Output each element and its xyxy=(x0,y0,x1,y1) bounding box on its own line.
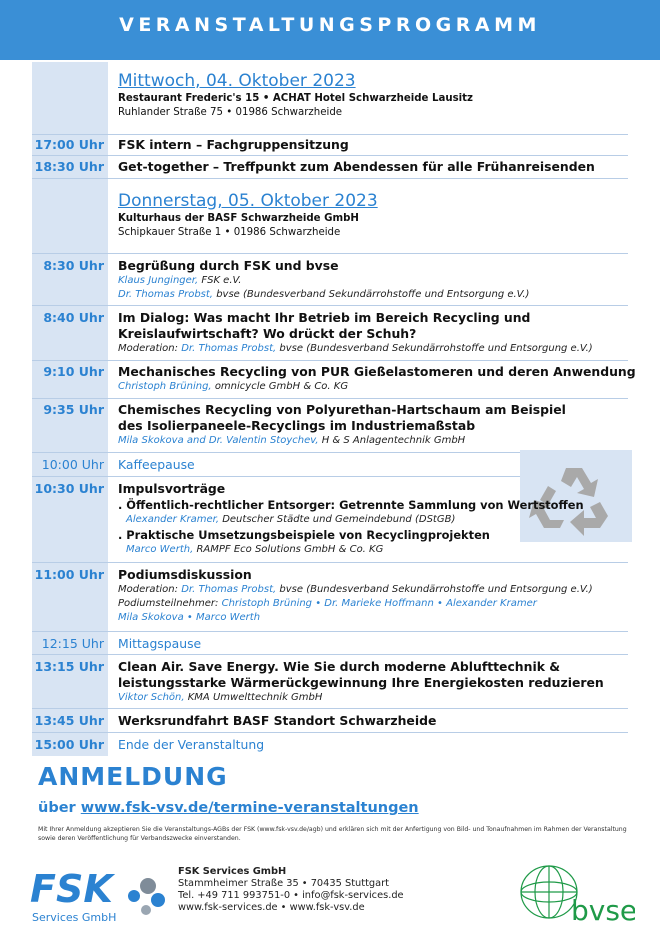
divider xyxy=(32,398,628,399)
speaker-org: Deutscher Städte und Gemeindebund (DStGB) xyxy=(222,514,456,525)
time-label: 8:40 Uhr xyxy=(43,310,104,325)
day-address: Ruhlander Straße 75 • 01986 Schwarzheide xyxy=(118,107,343,118)
talk-title: . Praktische Umsetzungsbeispiele von Recyclingprojekten xyxy=(118,528,490,542)
time-label: 11:00 Uhr xyxy=(34,567,104,582)
company-address: Stammheimer Straße 35 • 70435 Stuttgart xyxy=(178,878,390,889)
day-header-2 xyxy=(118,190,378,240)
company-websites: www.fsk-services.de • www.fsk-vsv.de xyxy=(178,902,365,913)
agenda-item xyxy=(118,137,628,153)
day-venue: Kulturhaus der BASF Schwarzheide GmbH xyxy=(118,213,359,224)
time-label: 10:00 Uhr xyxy=(41,457,104,472)
agenda-item xyxy=(118,258,628,302)
fsk-contact-block xyxy=(178,866,404,914)
panel-line xyxy=(118,597,628,611)
speaker-org: RAMPF Eco Solutions GmbH & Co. KG xyxy=(196,544,384,555)
divider xyxy=(32,654,628,655)
fsk-logo-icon xyxy=(30,866,180,926)
time-label: 8:30 Uhr xyxy=(43,258,104,273)
agenda-item xyxy=(118,402,628,448)
speaker-name: Dr. Thomas Probst, xyxy=(181,584,277,595)
agenda-item xyxy=(118,481,628,557)
registration-prefix: über xyxy=(38,800,76,816)
moderation-line xyxy=(118,583,628,597)
speaker-name: Marco Werth, xyxy=(126,544,194,555)
terms-fineprint: Mit Ihrer Anmeldung akzeptieren Sie die Veranstaltungs-AGBs der FSK (www.fsk-vsv.de/agb) und erklären sich mit der Anfertigung von Bild- und Tonaufnahmen im Rahmen der Veranstaltung sowie deren Veröffentlichung für Verbandszwecke einverstanden. xyxy=(38,826,627,842)
divider xyxy=(32,631,628,632)
agenda-item xyxy=(118,659,628,705)
bvse-wordmark: bvse xyxy=(571,894,635,927)
time-label: 13:45 Uhr xyxy=(34,713,104,728)
page-title: VERANSTALTUNGSPROGRAMM xyxy=(119,14,541,36)
speaker-org: bvse (Bundesverband Sekundärrohstoffe und Entsorgung e.V.) xyxy=(279,584,593,595)
speaker-name: Alexander Kramer, xyxy=(126,514,220,525)
agenda-title: Mechanisches Recycling von PUR Gießelastomeren und deren Anwendung xyxy=(118,364,636,379)
speaker-line xyxy=(118,513,628,527)
moderation-label: Moderation: xyxy=(118,343,179,354)
agenda-item xyxy=(118,636,628,652)
agenda-title: FSK intern – Fachgruppensitzung xyxy=(118,137,349,152)
agenda-title: Impulsvorträge xyxy=(118,481,226,496)
agenda-title: Chemisches Recycling von Polyurethan-Hartschaum am Beispiel xyxy=(118,402,566,417)
speaker-org: FSK e.V. xyxy=(201,275,242,286)
bvse-logo xyxy=(515,862,635,928)
speaker-org: omnicycle GmbH & Co. KG xyxy=(214,381,349,392)
registration-title: ANMELDUNG xyxy=(38,762,228,791)
time-label: 10:30 Uhr xyxy=(34,481,104,496)
speaker-name: Dr. Thomas Probst, xyxy=(118,289,213,300)
agenda-item xyxy=(118,737,628,753)
day-venue: Restaurant Frederic's 15 • ACHAT Hotel Schwarzheide Lausitz xyxy=(118,93,473,104)
company-name: FSK Services GmbH xyxy=(178,866,287,877)
agenda-title: Podiumsdiskussion xyxy=(118,567,252,582)
time-label: 15:00 Uhr xyxy=(34,737,104,752)
panel-members: Mila Skokova • Marco Werth xyxy=(118,612,261,623)
day-date: Donnerstag, 05. Oktober 2023 xyxy=(118,191,378,211)
fsk-logo xyxy=(30,866,180,926)
panel-members: Christoph Brüning • Dr. Marieke Hoffmann • Alexander Kramer xyxy=(221,598,537,609)
moderation-line xyxy=(118,342,628,356)
company-contact: Tel. +49 711 993751-0 • info@fsk-services.de xyxy=(178,890,404,901)
fsk-logo-subtitle: Services GmbH xyxy=(32,911,117,924)
day-date: Mittwoch, 04. Oktober 2023 xyxy=(118,71,356,91)
fsk-logo-wordmark: FSK xyxy=(30,867,113,911)
agenda-item xyxy=(118,310,628,356)
divider xyxy=(32,305,628,306)
day-header-1 xyxy=(118,70,473,120)
speaker-name: Viktor Schön, xyxy=(118,692,185,703)
speaker-line xyxy=(118,543,628,557)
agenda-title: Ende der Veranstaltung xyxy=(118,737,265,752)
divider xyxy=(32,708,628,709)
speaker-line xyxy=(118,434,628,448)
panel-label: Podiumsteilnehmer: xyxy=(118,598,219,609)
speaker-line xyxy=(118,274,628,288)
moderation-label: Moderation: xyxy=(118,584,179,595)
agenda-title: Werksrundfahrt BASF Standort Schwarzheide xyxy=(118,713,437,728)
divider xyxy=(32,253,628,254)
speaker-org: bvse (Bundesverband Sekundärrohstoffe und Entsorgung e.V.) xyxy=(279,343,593,354)
registration-link[interactable]: www.fsk-vsv.de/termine-veranstaltungen xyxy=(80,800,419,816)
speaker-line xyxy=(118,380,628,394)
speaker-name: Dr. Thomas Probst, xyxy=(181,343,277,354)
speaker-name: Christoph Brüning, xyxy=(118,381,212,392)
divider xyxy=(32,178,628,179)
agenda-item xyxy=(118,159,628,175)
speaker-org: KMA Umwelttechnik GmbH xyxy=(187,692,323,703)
agenda-title: Im Dialog: Was macht Ihr Betrieb im Bereich Recycling und xyxy=(118,310,531,325)
agenda-item xyxy=(118,713,628,729)
time-label: 18:30 Uhr xyxy=(34,159,104,174)
agenda-title: leistungsstarke Wärmerückgewinnung Ihre Energiekosten reduzieren xyxy=(118,675,604,690)
bvse-globe-icon xyxy=(515,862,635,928)
agenda-item xyxy=(118,364,636,394)
divider xyxy=(32,134,628,135)
speaker-org: bvse (Bundesverband Sekundärrohstoffe und Entsorgung e.V.) xyxy=(216,289,530,300)
talk-title: . Öffentlich-rechtlicher Entsorger: Getrennte Sammlung von Wertstoffen xyxy=(118,498,584,512)
divider xyxy=(32,562,628,563)
speaker-line xyxy=(118,288,628,302)
divider xyxy=(32,732,628,733)
registration-link-line xyxy=(38,798,419,818)
time-label: 9:10 Uhr xyxy=(43,364,104,379)
agenda-title: Mittagspause xyxy=(118,636,202,651)
time-label: 9:35 Uhr xyxy=(43,402,104,417)
agenda-title: Kreislaufwirtschaft? Wo drückt der Schuh? xyxy=(118,326,417,341)
agenda-title: Kaffeepause xyxy=(118,457,195,472)
day-address: Schipkauer Straße 1 • 01986 Schwarzheide xyxy=(118,227,341,238)
divider xyxy=(32,360,628,361)
speaker-name: Klaus Junginger, xyxy=(118,275,199,286)
agenda-title: Clean Air. Save Energy. Wie Sie durch moderne Ablufttechnik & xyxy=(118,659,561,674)
speaker-line xyxy=(118,691,628,705)
agenda-title: Get-together – Treffpunkt zum Abendessen für alle Frühanreisenden xyxy=(118,159,595,174)
divider xyxy=(32,155,628,156)
speaker-org: H & S Anlagentechnik GmbH xyxy=(321,435,466,446)
speaker-name: Mila Skokova and Dr. Valentin Stoychev, xyxy=(118,435,319,446)
agenda-title: Begrüßung durch FSK und bvse xyxy=(118,258,339,273)
time-label: 17:00 Uhr xyxy=(34,137,104,152)
agenda-title: des Isolierpaneele-Recyclings im Industriemaßstab xyxy=(118,418,476,433)
agenda-item xyxy=(118,567,628,625)
time-label: 12:15 Uhr xyxy=(41,636,104,651)
time-label: 13:15 Uhr xyxy=(34,659,104,674)
